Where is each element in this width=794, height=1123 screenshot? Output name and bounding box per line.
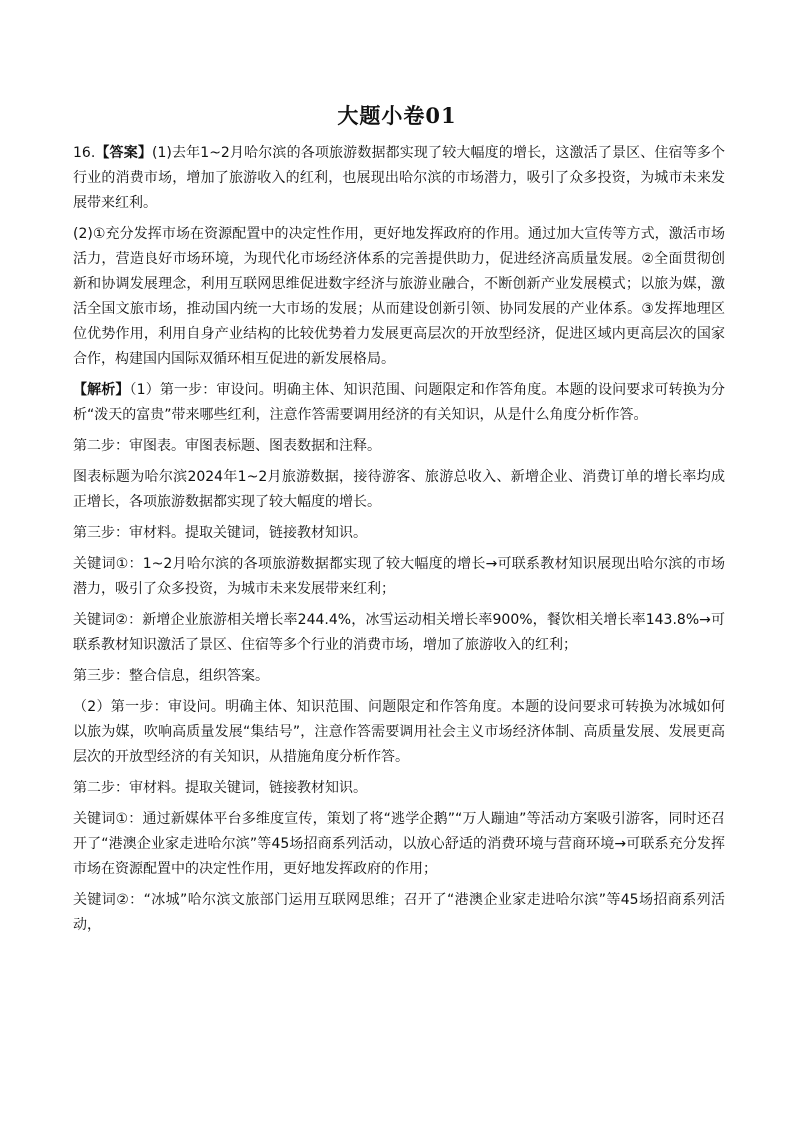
answer-part-1-text: (1)去年1~2月哈尔滨的各项旅游数据都实现了较大幅度的增长，这激活了景区、住宿等多个行业的消费市场，增加了旅游收入的红利，也展现出哈尔滨的市场潜力，吸引了众多投资，为城市未来发展带来红利。 xyxy=(73,145,726,211)
analysis-step-3: 第三步：审材料。提取关键词，链接教材知识。 xyxy=(73,525,367,541)
analysis-keyword-2: 关键词②：新增企业旅游相关增长率244.4%，冰雪运动相关增长率900%，餐饮相关增长率143.8%→可联系教材知识激活了景区、住宿等多个行业的消费市场，增加了旅游收入的红利； xyxy=(73,612,725,653)
analysis-step-3-integrate: 第三步：整合信息，组织答案。 xyxy=(73,668,269,684)
analysis-part-2-step-1: （2）第一步：审设问。明确主体、知识范围、问题限定和作答角度。本题的设问要求可转换为冰城如何以旅为媒，吹响高质量发展“集结号”，注意作答需要调用社会主义市场经济体制、高质量发展、发展更高层次的开放型经济的有关知识，从措施角度分析作答。 xyxy=(73,699,725,765)
analysis-part-2-step-2: 第二步：审材料。提取关键词，链接教材知识。 xyxy=(73,780,367,796)
page-title: 大题小卷01 xyxy=(337,103,457,128)
analysis-part-2-keyword-1: 关键词①：通过新媒体平台多维度宣传，策划了将“逃学企鹅”“万人蹦迪”等活动方案吸引游客，同时还召开了“港澳企业家走进哈尔滨”等45场招商系列活动，以放心舒适的消费环境与营商环境→可联系充分发挥市场在资源配置中的决定性作用，更好地发挥政府的作用； xyxy=(73,811,725,877)
analysis-step-2: 第二步：审图表。审图表标题、图表数据和注释。 xyxy=(73,438,381,454)
document-body xyxy=(73,141,725,938)
answer-tag: 【答案】 xyxy=(95,145,153,161)
answer-part-2: (2)①充分发挥市场在资源配置中的决定性作用，更好地发挥政府的作用。通过加大宣传等方式，激活市场活力，营造良好市场环境，为现代化市场经济体系的完善提供助力，促进经济高质量发展。②全面贯彻创新和协调发展理念，利用互联网思维促进数字经济与旅游业融合，不断创新产业发展模式；以旅为媒，激活全国文旅市场，推动国内统一大市场的发展；从而建设创新引领、协同发展的产业体系。③发挥地理区位优势作用，利用自身产业结构的比较优势着力发展更高层次的开放型经济，促进区域内更高层次的国家合作，构建国内国际双循环相互促进的新发展格局。 xyxy=(73,226,725,367)
analysis-tag: 【解析】 xyxy=(73,382,130,398)
analysis-part-1 xyxy=(73,378,725,428)
analysis-step-1-text: （1）第一步：审设问。明确主体、知识范围、问题限定和作答角度。本题的设问要求可转换为分析“泼天的富贵”带来哪些红利，注意作答需要调用经济的有关知识，从是什么角度分析作答。 xyxy=(73,382,725,423)
question-number: 16. xyxy=(73,145,96,161)
analysis-chart-title: 图表标题为哈尔滨2024年1~2月旅游数据，接待游客、旅游总收入、新增企业、消费订单的增长率均成正增长，各项旅游数据都实现了较大幅度的增长。 xyxy=(73,469,725,510)
analysis-keyword-1: 关键词①：1~2月哈尔滨的各项旅游数据都实现了较大幅度的增长→可联系教材知识展现出哈尔滨的市场潜力，吸引了众多投资，为城市未来发展带来红利； xyxy=(73,556,725,597)
answer-part-1 xyxy=(73,141,725,216)
analysis-part-2-keyword-2: 关键词②：“冰城”哈尔滨文旅部门运用互联网思维；召开了“港澳企业家走进哈尔滨”等45场招商系列活动， xyxy=(73,892,725,933)
